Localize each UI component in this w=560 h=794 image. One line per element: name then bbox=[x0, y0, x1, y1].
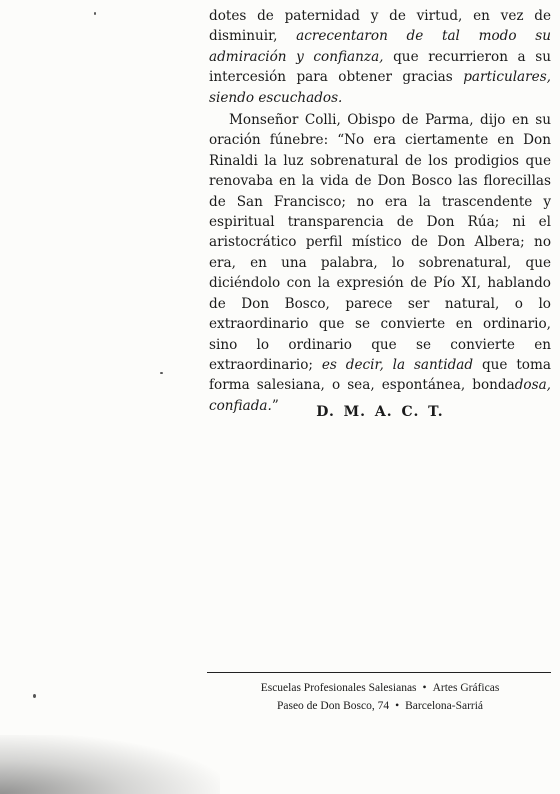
imprint-graphics: Artes Gráficas bbox=[432, 682, 500, 694]
imprint-school: Escuelas Profesionales Salesianas bbox=[260, 682, 417, 694]
scan-shadow bbox=[0, 735, 220, 794]
imprint-separator: • bbox=[395, 700, 400, 712]
paragraph-1-line-2: acrecentaron de tal modo su admiración y confianza, bbox=[209, 28, 551, 65]
speck bbox=[33, 694, 36, 698]
body-text bbox=[209, 6, 551, 416]
quote-text-2: que toma forma salesiana, o sea, espontánea, bonda bbox=[209, 356, 551, 394]
imprint-line-2 bbox=[209, 697, 551, 715]
paragraph-1-line-3: que recurrieron a su intercesión para obtener gracias bbox=[209, 48, 551, 86]
paragraph-1-line-1: dotes de paternidad y de virtud, en vez de disminuir, bbox=[209, 8, 551, 45]
printer-imprint bbox=[209, 679, 551, 715]
imprint-separator: • bbox=[422, 682, 427, 694]
footer-rule bbox=[207, 672, 551, 673]
paragraph-2 bbox=[209, 110, 551, 416]
quote-italic-1: es decir, la santidad bbox=[312, 356, 474, 373]
paragraph-1-line-4: particulares, siendo escuchados. bbox=[209, 69, 551, 106]
speck bbox=[160, 372, 163, 374]
imprint-city: Barcelona-Sarriá bbox=[405, 700, 484, 712]
paragraph-1 bbox=[209, 6, 551, 108]
signature-initials: D. M. A. C. T. bbox=[316, 404, 444, 420]
imprint-address: Paseo de Don Bosco, 74 bbox=[276, 700, 390, 712]
quote-italic-2: dosa, confiada. bbox=[209, 377, 551, 414]
speck bbox=[94, 12, 96, 15]
quote-close: ” bbox=[271, 397, 279, 414]
imprint-line-1 bbox=[209, 679, 551, 697]
quote-text: Monseñor Colli, Obispo de Parma, dijo en su oración fúnebre: “No era ciertamente en Don Rinaldi la luz sobrenatural de los prodigios que renovaba en la vida de Don Bosco las florecillas de San Francisco; no era la trascendente y espiritual transparencia de Don Rúa; ni el aristocrático perfil místico de Don Albera; no era, en una palabra, lo sobrenatural, que diciéndolo con la expresión de Pío XI, hablando de Don Bosco, parece ser natural, o lo extraordinario que se convierte en ordinario, sino lo ordinario que se convierte en extraordinario; bbox=[209, 112, 551, 373]
